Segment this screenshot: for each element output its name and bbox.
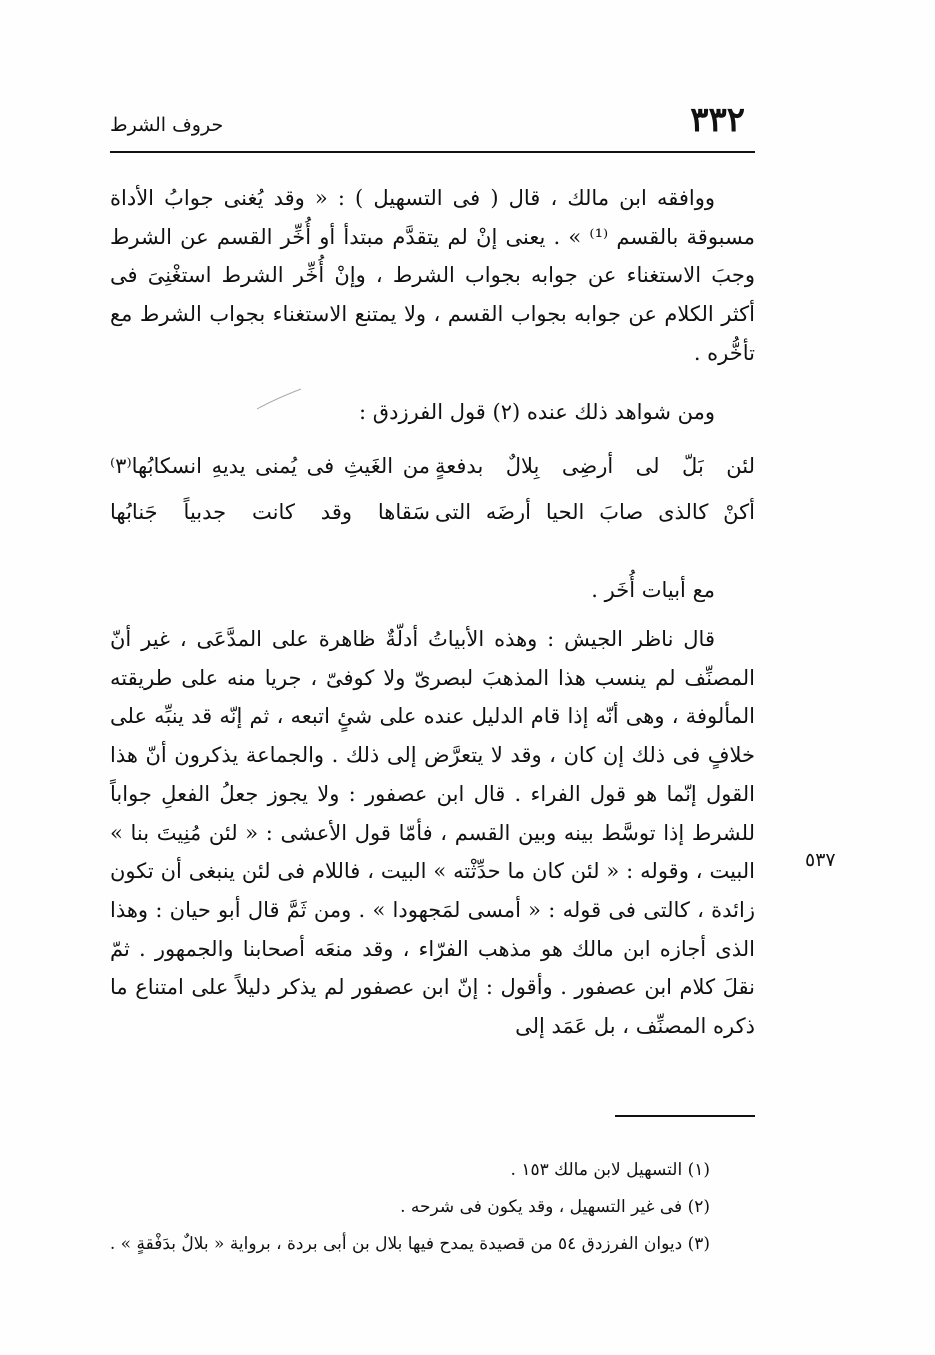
paragraph-2: ومن شواهد ذلك عنده (٢) قول الفرزدق : — [359, 400, 715, 424]
verse-2-second-hemistich: سَقاها وقد كانت جدبياً جَنابُها — [110, 500, 430, 524]
running-head: حروف الشرط — [110, 114, 224, 136]
header-rule — [110, 151, 755, 153]
footnote-1: (١) التسهيل لابن مالك ١٥٣ . — [510, 1160, 710, 1180]
footnote-rule — [615, 1115, 755, 1117]
footnote-2: (٢) فى غير التسهيل ، وقد يكون فى شرحه . — [400, 1197, 710, 1217]
verse-2 — [110, 490, 755, 534]
margin-number: ٥٣٧ — [805, 849, 836, 871]
paragraph-3: مع أبيات أُخَر . — [591, 578, 715, 602]
paragraph-4: قال ناظر الجيش : وهذه الأبياتُ أدلّةٌ ظاهرة على المدَّعَى ، غير أنّ المصنِّف لم ينسب هذا المذهبَ لبصرىّ ولا كوفىّ ، جريا منه على طريقته المألوفة ، وهى أنّه إذا قام الدليل عنده على شئٍ اتبعه ، ثم إنّه قد ينبِّه على خلافٍ فى ذلك إن كان ، وقد لا يتعرَّض إلى ذلك . والجماعة يذكرون أنّ هذا القول إنّما هو قول الفراء . قال ابن عصفور : ولا يجوز جعلُ الفعلِ جواباً للشرط إذا توسَّط بينه وبين القسم ، فأمّا قول الأعشى : « لئن مُنِيتَ بنا » البيت ، وقوله : « لئن كان ما حدِّثْته » البيت ، فاللام فى لئن ينبغى أن تكون زائدة ، كالتى فى قوله : « أمسى لمَجهودا » . ومن ثَمَّ قال أبو حيان : وهذا الذى أجازه ابن مالك هو مذهب الفرّاء ، وقد منعَه أصحابنا والجمهور . ثمّ نقلَ كلام ابن عصفور . وأقول : إنّ ابن عصفور لم يذكر دليلاً على امتناع ما ذكره المصنِّف ، بل عَمَد إلى — [110, 627, 755, 1039]
footnotes — [110, 1152, 710, 1263]
footnote-3: (٣) ديوان الفرزدق ٥٤ من قصيدة يمدح فيها بلال بن أبى بردة ، برواية « بلالٌ بدَفْقةٍ » . — [109, 1234, 710, 1254]
verse-2-first-hemistich: أكنْ كالذى صابَ الحيا أرضَه التى — [435, 500, 755, 524]
verse-1 — [110, 444, 755, 488]
verse-1-first-hemistich: لئن بَلّ لى أرضِى بِلالٌ بدفعةٍ — [435, 454, 755, 478]
paragraph-1: ووافقه ابن مالك ، قال ( فى التسهيل ) : « وقد يُغنى جوابُ الأداة مسبوقة بالقسم ⁽¹⁾ » . يعنى إنْ لم يتقدَّم مبتدأ أو أُخِّر القسم عن الشرط وجبَ الاستغناء عن جوابه بجواب الشرط ، وإنْ أُخِّر الشرط استغْنِىَ فى أكثر الكلام عن جوابه بجواب القسم ، ولا يمتنع الاستغناء بجواب الشرط مع تأخُّره . — [110, 186, 755, 365]
verse-1-second-hemistich: من الغَيثِ فى يُمنى يديهِ انسكابُها⁽٣⁾ — [110, 454, 430, 478]
page-number: ٣٣٢ — [690, 100, 745, 140]
pencil-mark — [255, 383, 305, 413]
